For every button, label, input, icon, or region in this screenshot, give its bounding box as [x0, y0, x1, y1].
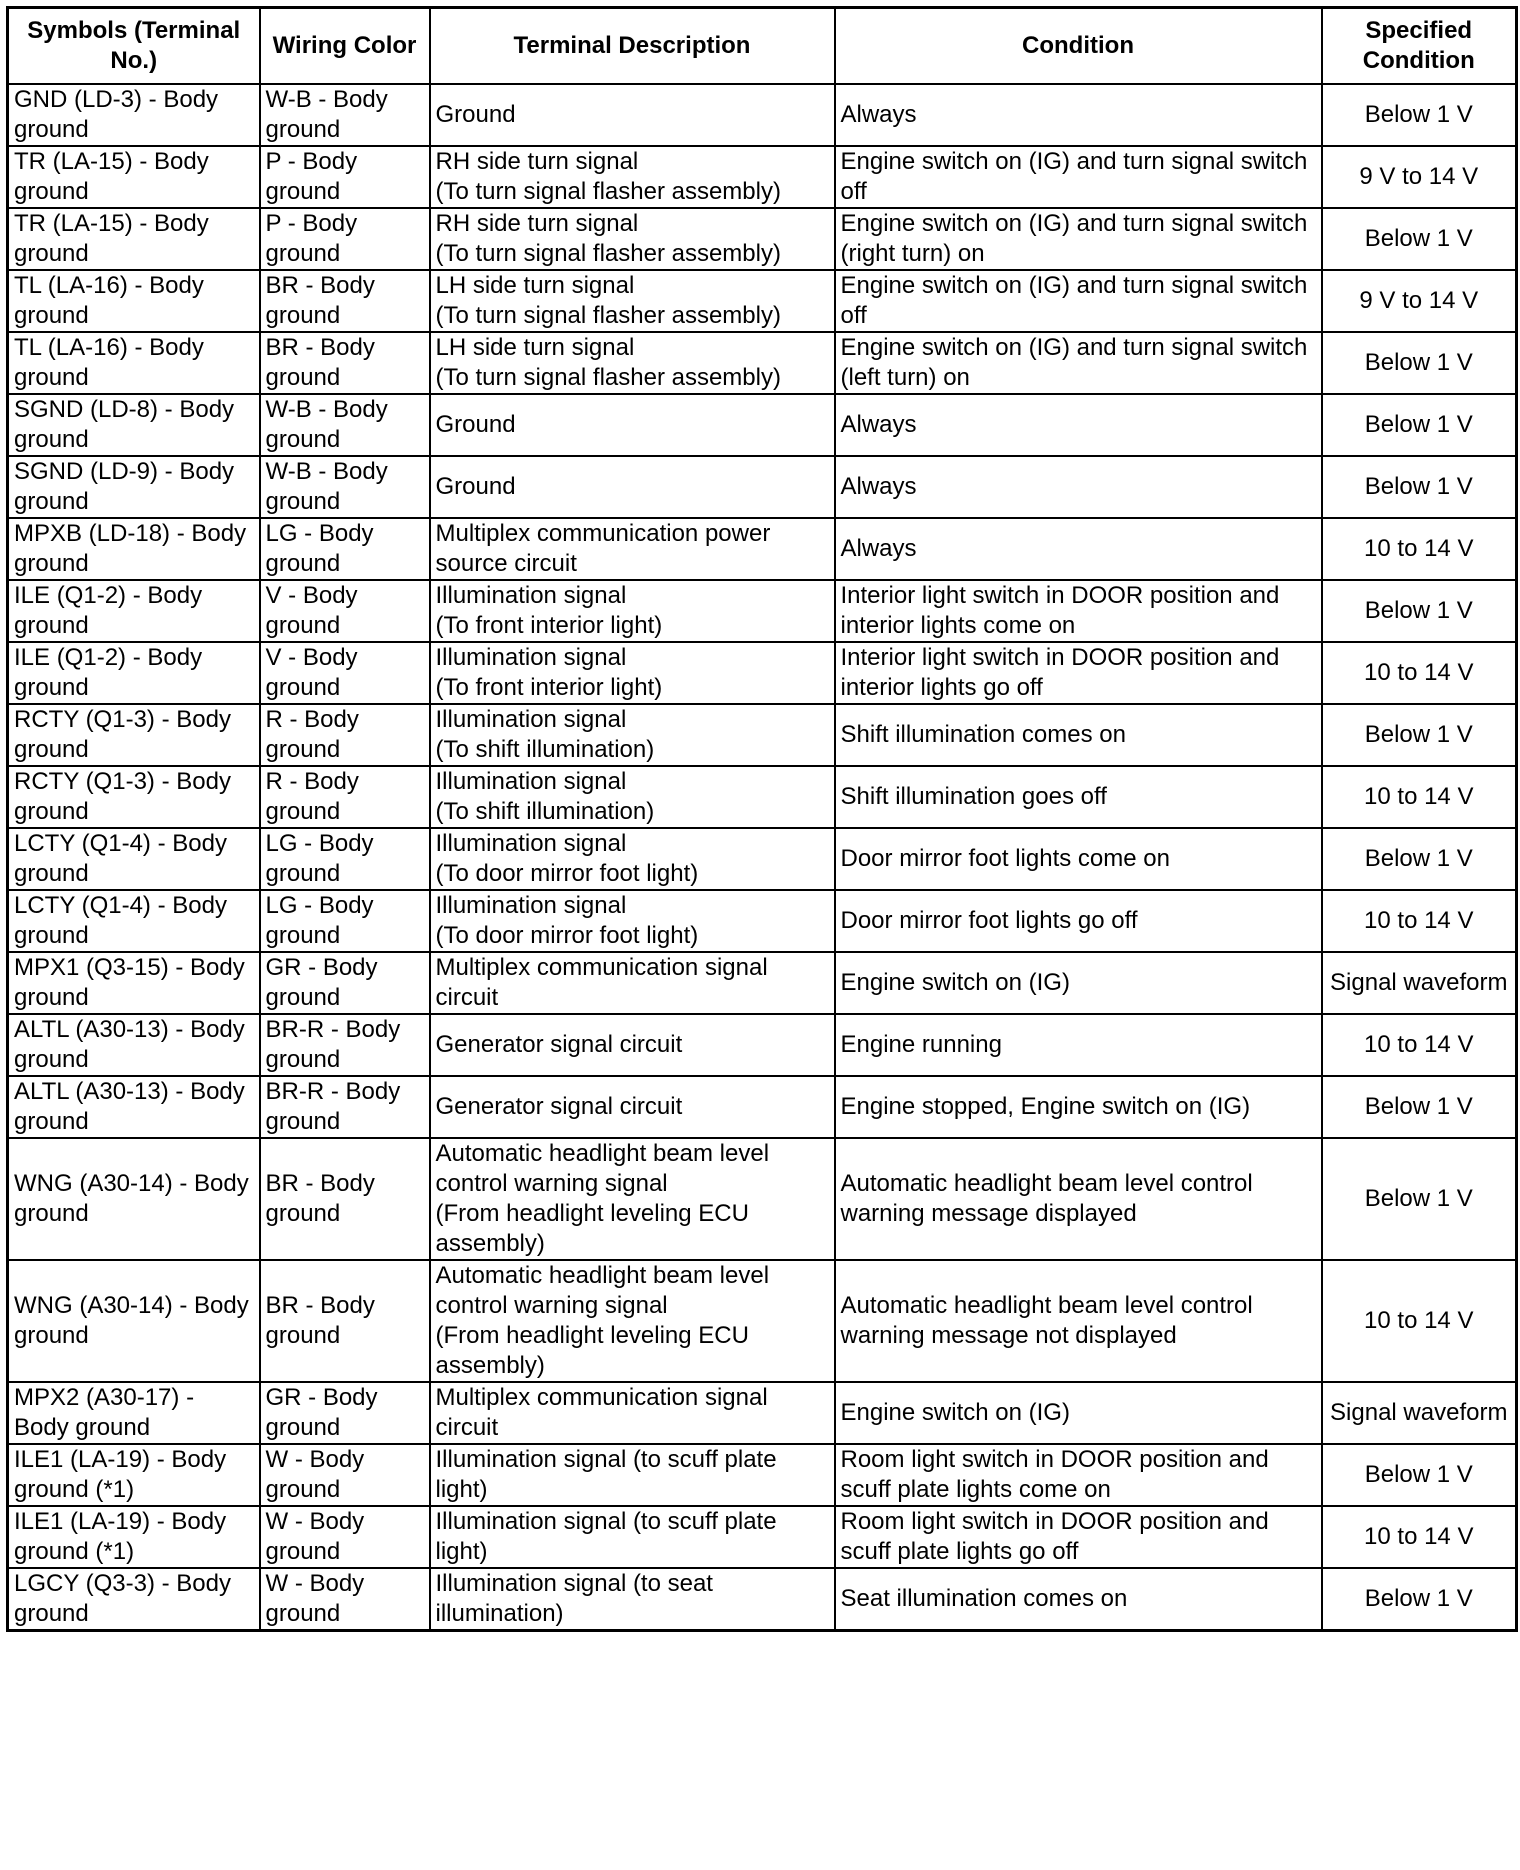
- terminal-description-cell: [430, 766, 835, 828]
- description-line: Ground: [435, 411, 516, 438]
- symbol-cell: GND (LD-3) - Body ground: [8, 84, 260, 146]
- wiring-color-cell: W-B - Body ground: [260, 456, 430, 518]
- wiring-color-cell: P - Body ground: [260, 208, 430, 270]
- description-line: (To door mirror foot light): [435, 860, 699, 887]
- terminal-description-cell: [430, 518, 835, 580]
- wiring-color-cell: LG - Body ground: [260, 890, 430, 952]
- table-row: [8, 580, 1517, 642]
- table-row: [8, 1568, 1517, 1631]
- table-row: [8, 766, 1517, 828]
- wiring-color-cell: W - Body ground: [260, 1444, 430, 1506]
- table-row: [8, 332, 1517, 394]
- table-row: [8, 642, 1517, 704]
- description-line: Illumination signal (to seat illumination): [435, 1570, 713, 1627]
- table-row: [8, 208, 1517, 270]
- condition-cell: Interior light switch in DOOR position and interior lights come on: [835, 580, 1322, 642]
- terminal-description-cell: [430, 1382, 835, 1444]
- terminal-description-cell: [430, 1138, 835, 1260]
- terminal-description-cell: [430, 208, 835, 270]
- table-row: [8, 828, 1517, 890]
- condition-cell: Always: [835, 518, 1322, 580]
- terminal-description-cell: [430, 332, 835, 394]
- terminal-description-cell: [430, 394, 835, 456]
- symbol-cell: TR (LA-15) - Body ground: [8, 208, 260, 270]
- table-row: [8, 704, 1517, 766]
- symbol-cell: TR (LA-15) - Body ground: [8, 146, 260, 208]
- specified-condition-cell: 10 to 14 V: [1322, 1014, 1517, 1076]
- symbol-cell: MPX1 (Q3-15) - Body ground: [8, 952, 260, 1014]
- symbol-cell: MPX2 (A30-17) - Body ground: [8, 1382, 260, 1444]
- symbol-cell: MPXB (LD-18) - Body ground: [8, 518, 260, 580]
- table-row: [8, 952, 1517, 1014]
- description-line: Illumination signal: [435, 830, 627, 857]
- symbol-cell: ILE1 (LA-19) - Body ground (*1): [8, 1506, 260, 1568]
- table-row: [8, 394, 1517, 456]
- specified-condition-cell: Below 1 V: [1322, 1076, 1517, 1138]
- specified-condition-cell: Signal waveform: [1322, 952, 1517, 1014]
- wiring-color-cell: R - Body ground: [260, 704, 430, 766]
- symbol-cell: RCTY (Q1-3) - Body ground: [8, 766, 260, 828]
- table-row: [8, 518, 1517, 580]
- wiring-color-cell: GR - Body ground: [260, 952, 430, 1014]
- condition-cell: Engine stopped, Engine switch on (IG): [835, 1076, 1322, 1138]
- description-line: Illumination signal: [435, 706, 627, 733]
- symbol-cell: LCTY (Q1-4) - Body ground: [8, 890, 260, 952]
- terminal-description-cell: [430, 704, 835, 766]
- wiring-color-cell: GR - Body ground: [260, 1382, 430, 1444]
- table-row: [8, 1138, 1517, 1260]
- wiring-color-cell: R - Body ground: [260, 766, 430, 828]
- table-row: [8, 1382, 1517, 1444]
- description-line: (To shift illumination): [435, 736, 655, 763]
- description-line: Illumination signal (to scuff plate light): [435, 1446, 777, 1503]
- specified-condition-cell: 9 V to 14 V: [1322, 270, 1517, 332]
- description-line: Automatic headlight beam level control warning signal: [435, 1262, 770, 1319]
- description-line: (To turn signal flasher assembly): [435, 240, 781, 267]
- table-row: [8, 1444, 1517, 1506]
- description-line: Multiplex communication power source circuit: [435, 520, 771, 577]
- table-row: [8, 84, 1517, 146]
- terminal-description-cell: [430, 828, 835, 890]
- description-line: (To front interior light): [435, 612, 663, 639]
- condition-cell: Door mirror foot lights come on: [835, 828, 1322, 890]
- terminal-description-cell: [430, 890, 835, 952]
- description-line: RH side turn signal: [435, 210, 639, 237]
- symbol-cell: SGND (LD-8) - Body ground: [8, 394, 260, 456]
- terminal-description-cell: [430, 1260, 835, 1382]
- symbol-cell: SGND (LD-9) - Body ground: [8, 456, 260, 518]
- header-specified-condition: Specified Condition: [1322, 8, 1517, 85]
- terminal-description-cell: [430, 1076, 835, 1138]
- header-condition: Condition: [835, 8, 1322, 85]
- condition-cell: Automatic headlight beam level control warning message not displayed: [835, 1260, 1322, 1382]
- wiring-color-cell: W-B - Body ground: [260, 84, 430, 146]
- specified-condition-cell: Below 1 V: [1322, 580, 1517, 642]
- symbol-cell: ILE1 (LA-19) - Body ground (*1): [8, 1444, 260, 1506]
- specified-condition-cell: 10 to 14 V: [1322, 642, 1517, 704]
- terminal-description-cell: [430, 270, 835, 332]
- wiring-color-cell: LG - Body ground: [260, 828, 430, 890]
- description-line: Illumination signal: [435, 768, 627, 795]
- symbol-cell: ILE (Q1-2) - Body ground: [8, 580, 260, 642]
- specified-condition-cell: Below 1 V: [1322, 1138, 1517, 1260]
- table-row: [8, 456, 1517, 518]
- condition-cell: Door mirror foot lights go off: [835, 890, 1322, 952]
- terminal-description-cell: [430, 1568, 835, 1631]
- specified-condition-cell: Below 1 V: [1322, 1568, 1517, 1631]
- table-row: [8, 1260, 1517, 1382]
- condition-cell: Interior light switch in DOOR position and interior lights go off: [835, 642, 1322, 704]
- condition-cell: Room light switch in DOOR position and scuff plate lights come on: [835, 1444, 1322, 1506]
- symbol-cell: WNG (A30-14) - Body ground: [8, 1138, 260, 1260]
- wiring-color-cell: W-B - Body ground: [260, 394, 430, 456]
- description-line: Illumination signal: [435, 892, 627, 919]
- header-symbols: Symbols (Terminal No.): [8, 8, 260, 85]
- description-line: Generator signal circuit: [435, 1031, 683, 1058]
- condition-cell: Always: [835, 394, 1322, 456]
- specified-condition-cell: 10 to 14 V: [1322, 1506, 1517, 1568]
- symbol-cell: RCTY (Q1-3) - Body ground: [8, 704, 260, 766]
- condition-cell: Engine running: [835, 1014, 1322, 1076]
- description-line: (To turn signal flasher assembly): [435, 364, 781, 391]
- condition-cell: Engine switch on (IG) and turn signal switch (right turn) on: [835, 208, 1322, 270]
- specified-condition-cell: Below 1 V: [1322, 828, 1517, 890]
- symbol-cell: ILE (Q1-2) - Body ground: [8, 642, 260, 704]
- description-line: Automatic headlight beam level control warning signal: [435, 1140, 770, 1197]
- specified-condition-cell: 10 to 14 V: [1322, 766, 1517, 828]
- specified-condition-cell: 10 to 14 V: [1322, 1260, 1517, 1382]
- wiring-color-cell: P - Body ground: [260, 146, 430, 208]
- wiring-color-cell: W - Body ground: [260, 1568, 430, 1631]
- terminal-description-cell: [430, 1014, 835, 1076]
- terminal-table: [6, 6, 1518, 1632]
- specified-condition-cell: 10 to 14 V: [1322, 518, 1517, 580]
- symbol-cell: ALTL (A30-13) - Body ground: [8, 1076, 260, 1138]
- header-wiring-color: Wiring Color: [260, 8, 430, 85]
- specified-condition-cell: Signal waveform: [1322, 1382, 1517, 1444]
- wiring-color-cell: BR-R - Body ground: [260, 1014, 430, 1076]
- wiring-color-cell: BR-R - Body ground: [260, 1076, 430, 1138]
- wiring-color-cell: BR - Body ground: [260, 1260, 430, 1382]
- wiring-color-cell: BR - Body ground: [260, 1138, 430, 1260]
- description-line: LH side turn signal: [435, 272, 635, 299]
- symbol-cell: ALTL (A30-13) - Body ground: [8, 1014, 260, 1076]
- description-line: Ground: [435, 473, 516, 500]
- description-line: (From headlight leveling ECU assembly): [435, 1322, 749, 1379]
- table-row: [8, 146, 1517, 208]
- wiring-color-cell: V - Body ground: [260, 642, 430, 704]
- condition-cell: Automatic headlight beam level control warning message displayed: [835, 1138, 1322, 1260]
- symbol-cell: LCTY (Q1-4) - Body ground: [8, 828, 260, 890]
- condition-cell: Engine switch on (IG): [835, 952, 1322, 1014]
- description-line: (To shift illumination): [435, 798, 655, 825]
- terminal-description-cell: [430, 642, 835, 704]
- specified-condition-cell: 10 to 14 V: [1322, 890, 1517, 952]
- condition-cell: Shift illumination goes off: [835, 766, 1322, 828]
- header-terminal-description: Terminal Description: [430, 8, 835, 85]
- description-line: (To door mirror foot light): [435, 922, 699, 949]
- condition-cell: Engine switch on (IG) and turn signal switch off: [835, 146, 1322, 208]
- table-body: [8, 84, 1517, 1631]
- wiring-color-cell: W - Body ground: [260, 1506, 430, 1568]
- table-row: [8, 1506, 1517, 1568]
- specified-condition-cell: Below 1 V: [1322, 394, 1517, 456]
- terminal-description-cell: [430, 1444, 835, 1506]
- condition-cell: Always: [835, 84, 1322, 146]
- specified-condition-cell: Below 1 V: [1322, 332, 1517, 394]
- wiring-color-cell: BR - Body ground: [260, 332, 430, 394]
- condition-cell: Engine switch on (IG) and turn signal switch (left turn) on: [835, 332, 1322, 394]
- terminal-description-cell: [430, 84, 835, 146]
- specified-condition-cell: Below 1 V: [1322, 1444, 1517, 1506]
- description-line: (To turn signal flasher assembly): [435, 302, 781, 329]
- description-line: Multiplex communication signal circuit: [435, 954, 768, 1011]
- condition-cell: Seat illumination comes on: [835, 1568, 1322, 1631]
- description-line: RH side turn signal: [435, 148, 639, 175]
- condition-cell: Shift illumination comes on: [835, 704, 1322, 766]
- symbol-cell: WNG (A30-14) - Body ground: [8, 1260, 260, 1382]
- condition-cell: Always: [835, 456, 1322, 518]
- wiring-color-cell: V - Body ground: [260, 580, 430, 642]
- description-line: LH side turn signal: [435, 334, 635, 361]
- symbol-cell: TL (LA-16) - Body ground: [8, 332, 260, 394]
- condition-cell: Engine switch on (IG): [835, 1382, 1322, 1444]
- symbol-cell: TL (LA-16) - Body ground: [8, 270, 260, 332]
- condition-cell: Engine switch on (IG) and turn signal switch off: [835, 270, 1322, 332]
- description-line: Multiplex communication signal circuit: [435, 1384, 768, 1441]
- description-line: Ground: [435, 101, 516, 128]
- description-line: Illumination signal: [435, 644, 627, 671]
- wiring-color-cell: LG - Body ground: [260, 518, 430, 580]
- table-row: [8, 890, 1517, 952]
- description-line: (From headlight leveling ECU assembly): [435, 1200, 749, 1257]
- specified-condition-cell: Below 1 V: [1322, 84, 1517, 146]
- terminal-description-cell: [430, 952, 835, 1014]
- specified-condition-cell: 9 V to 14 V: [1322, 146, 1517, 208]
- description-line: Illumination signal: [435, 582, 627, 609]
- description-line: Illumination signal (to scuff plate light): [435, 1508, 777, 1565]
- terminal-description-cell: [430, 580, 835, 642]
- description-line: (To front interior light): [435, 674, 663, 701]
- wiring-color-cell: BR - Body ground: [260, 270, 430, 332]
- header-row: [8, 8, 1517, 85]
- table-header: [8, 8, 1517, 85]
- symbol-cell: LGCY (Q3-3) - Body ground: [8, 1568, 260, 1631]
- condition-cell: Room light switch in DOOR position and scuff plate lights go off: [835, 1506, 1322, 1568]
- table-row: [8, 1014, 1517, 1076]
- specified-condition-cell: Below 1 V: [1322, 704, 1517, 766]
- description-line: (To turn signal flasher assembly): [435, 178, 781, 205]
- terminal-description-cell: [430, 146, 835, 208]
- specified-condition-cell: Below 1 V: [1322, 456, 1517, 518]
- table-row: [8, 1076, 1517, 1138]
- terminal-description-cell: [430, 456, 835, 518]
- table-row: [8, 270, 1517, 332]
- terminal-table-container: [6, 6, 1518, 1632]
- specified-condition-cell: Below 1 V: [1322, 208, 1517, 270]
- description-line: Generator signal circuit: [435, 1093, 683, 1120]
- terminal-description-cell: [430, 1506, 835, 1568]
